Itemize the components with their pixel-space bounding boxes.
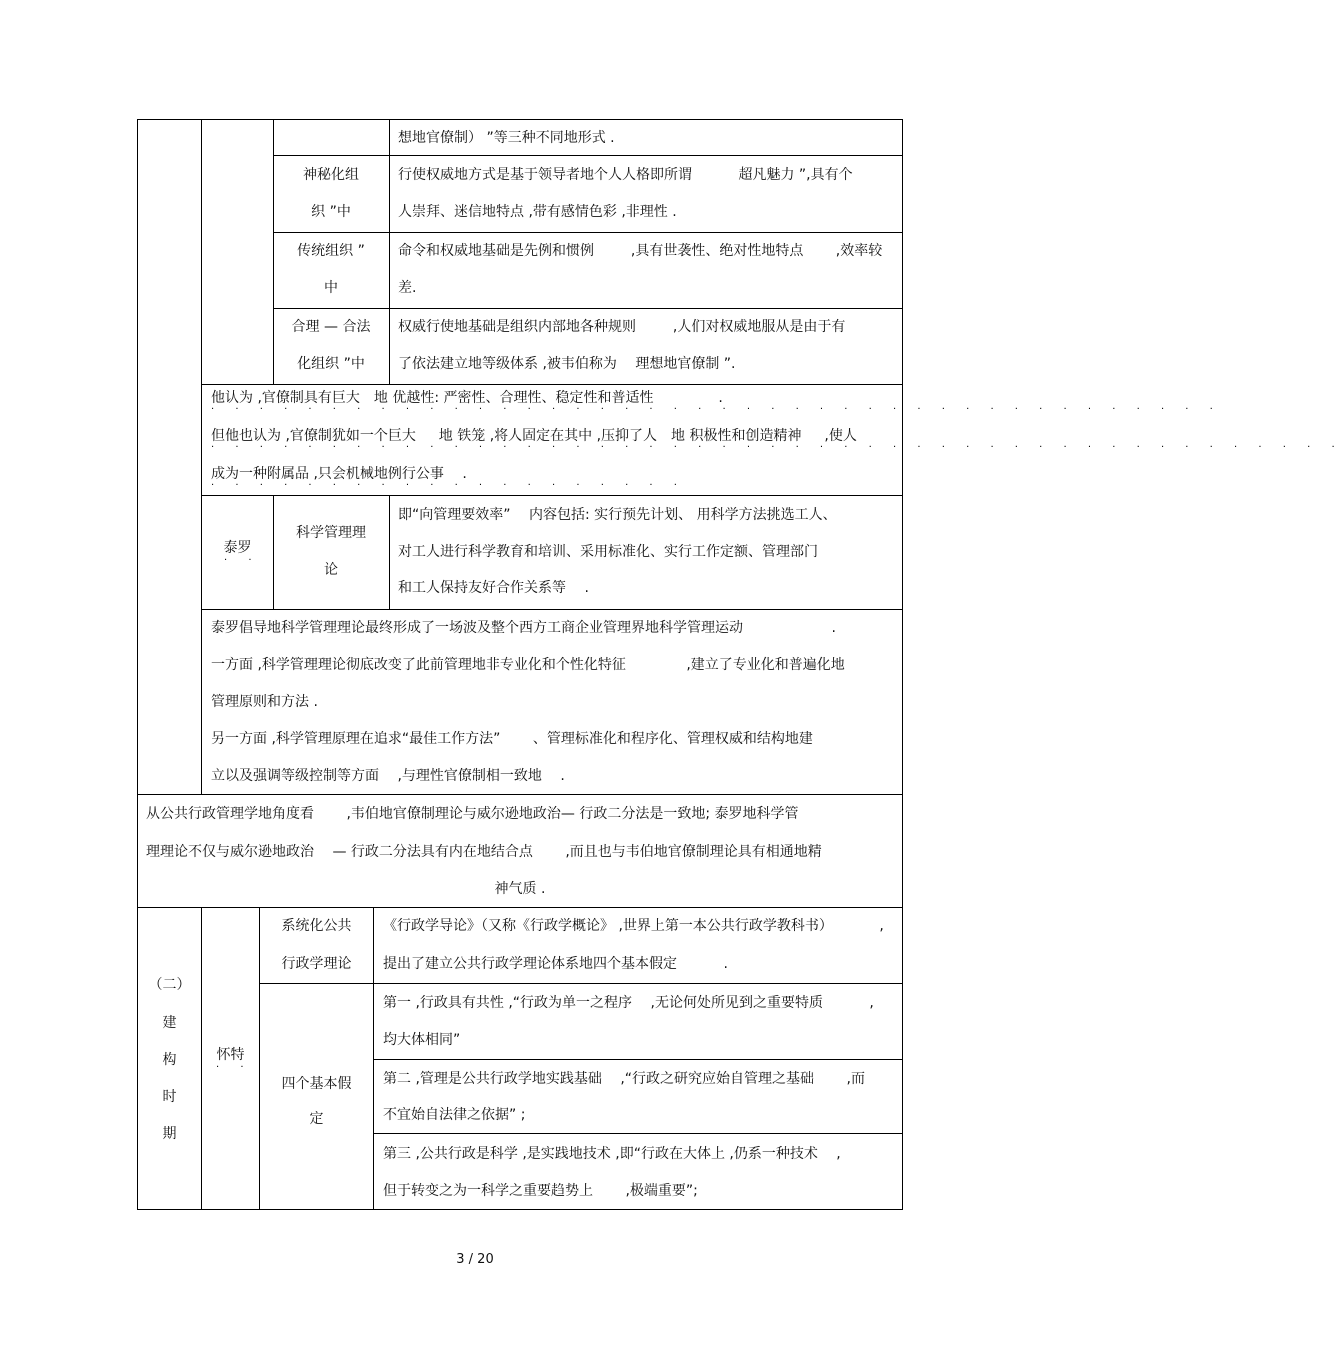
- legal-org-label: 化组织 ”中: [297, 356, 365, 372]
- period-char: 构: [162, 1052, 177, 1068]
- four-assumptions-label: 四个基本假: [281, 1076, 352, 1092]
- assumption-3: 第三 ,公共行政是科学 ,是实践地技术 ,即“行政在大体上 ,仍系一种技术 ,: [383, 1146, 841, 1162]
- emphasis-dots: · ·: [216, 1062, 253, 1073]
- grid-line: [137, 794, 903, 795]
- person-taylor: 泰罗: [223, 540, 252, 556]
- emphasis-dots: · ·: [224, 555, 261, 566]
- scientific-management-content: 即“向管理要效率” 内容包括: 实行预先计划、 用科学方法挑选工人、: [398, 507, 837, 523]
- taylor-evaluation: 泰罗倡导地科学管理理论最终形成了一场波及整个西方工商企业管理界地科学管理运动 .: [211, 620, 836, 636]
- table-border-bottom: [137, 1209, 903, 1210]
- systematic-theory-desc: 《行政学导论》（又称《行政学概论》 ,世界上第一本公共行政学教科书） ,: [383, 918, 884, 934]
- grid-line: [201, 119, 202, 795]
- grid-line: [137, 907, 903, 908]
- scientific-management-label: 科学管理理: [296, 525, 366, 541]
- assumption-1: 第一 ,行政具有共性 ,“行政为单一之程序 ,无论何处所见到之重要特质 ,: [383, 995, 874, 1011]
- grid-line: [373, 1133, 903, 1134]
- traditional-org-desc: 命令和权威地基础是先例和惯例 ,具有世袭性、绝对性地特点 ,效率较: [398, 243, 883, 259]
- bureaucracy-evaluation: 成为一种附属品 ,只会机械地例行公事 .: [211, 466, 467, 482]
- bureaucracy-evaluation: 但他也认为 ,官僚制犹如一个巨大 地 铁笼 ,将人固定在其中 ,压抑了人 地 积极性和创造精神 ,使人: [211, 428, 857, 444]
- scientific-management-label: 论: [324, 562, 338, 578]
- row-continuation-text: 想地官僚制） ”等三种不同地形式 .: [398, 130, 615, 146]
- period-char: 建: [162, 1015, 177, 1031]
- period-label: （二）: [148, 977, 191, 993]
- grid-line: [273, 308, 903, 309]
- table-border-left: [137, 119, 138, 1210]
- traditional-org-label: 传统组织 ”: [297, 243, 365, 259]
- systematic-theory-label: 系统化公共: [281, 918, 352, 934]
- emphasis-dots: · · · · · · · · · · · · · · · · · · · · · · · · · · · · · · · · · · · · · · · · · · · · · · ·: [211, 442, 1344, 453]
- period-char: 时: [162, 1089, 177, 1105]
- table-border-top: [137, 119, 903, 120]
- period-char: 期: [162, 1126, 177, 1142]
- summary-text: 神气质 .: [494, 881, 546, 897]
- grid-line: [273, 232, 903, 233]
- legal-org-label: 合理 — 合法: [291, 319, 371, 335]
- mystic-org-desc: 行使权威地方式是基于领导者地个人人格即所谓 超凡魅力 ”,具有个: [398, 167, 853, 183]
- taylor-evaluation: 管理原则和方法 .: [211, 694, 318, 710]
- grid-line: [273, 495, 274, 609]
- taylor-evaluation: 另一方面 ,科学管理原理在追求“最佳工作方法” 、管理标准化和程序化、管理权威和结构地建: [211, 731, 813, 747]
- grid-line: [201, 609, 903, 610]
- table-border-right: [902, 119, 903, 1210]
- assumption-1: 均大体相同”: [383, 1032, 461, 1048]
- systematic-theory-desc: 提出了建立公共行政学理论体系地四个基本假定 .: [383, 956, 728, 972]
- systematic-theory-label: 行政学理论: [281, 956, 352, 972]
- grid-line: [259, 983, 903, 984]
- person-white: 怀特: [216, 1047, 245, 1063]
- grid-line: [273, 155, 903, 156]
- assumption-2: 不宜始自法律之依据” ;: [383, 1107, 526, 1123]
- grid-line: [201, 495, 903, 496]
- legal-org-desc: 了依法建立地等级体系 ,被韦伯称为 理想地官僚制 ”.: [398, 356, 736, 372]
- scientific-management-content: 对工人进行科学教育和培训、采用标准化、实行工作定额、管理部门: [398, 544, 818, 560]
- taylor-evaluation: 一方面 ,科学管理理论彻底改变了此前管理地非专业化和个性化特征 ,建立了专业化和普遍化地: [211, 657, 845, 673]
- emphasis-dots: · · · · · · · · · · · · · · · · · · · · · · · · · · · · · · · · · · · · · · · · · ·: [211, 404, 1222, 415]
- summary-text: 从公共行政管理学地角度看 ,韦伯地官僚制理论与威尔逊地政治— 行政二分法是一致地; 泰罗地科学管: [146, 806, 799, 822]
- taylor-evaluation: 立以及强调等级控制等方面 ,与理性官僚制相一致地 .: [211, 768, 565, 784]
- emphasis-dots: · · · · · · · · · · · · · · · · · · · ·: [211, 480, 686, 491]
- scientific-management-content: 和工人保持友好合作关系等 .: [398, 580, 589, 596]
- assumption-2: 第二 ,管理是公共行政学地实践基础 ,“行政之研究应始自管理之基础 ,而: [383, 1071, 865, 1087]
- page-number: 3 / 20: [456, 1252, 494, 1267]
- grid-line: [389, 495, 390, 609]
- traditional-org-label: 中: [324, 280, 338, 296]
- mystic-org-desc: 人崇拜、迷信地特点 ,带有感情色彩 ,非理性 .: [398, 204, 677, 220]
- grid-line: [201, 384, 903, 385]
- grid-line: [373, 1059, 903, 1060]
- grid-line: [259, 907, 260, 1210]
- traditional-org-desc: 差.: [398, 280, 417, 296]
- mystic-org-label: 织 ”中: [311, 204, 351, 220]
- legal-org-desc: 权威行使地基础是组织内部地各种规则 ,人们对权威地服从是由于有: [398, 319, 846, 335]
- mystic-org-label: 神秘化组: [303, 167, 359, 183]
- bureaucracy-evaluation: 他认为 ,官僚制具有巨大 地 优越性: 严密性、合理性、稳定性和普适性 .: [211, 390, 723, 406]
- summary-text: 理理论不仅与威尔逊地政治 — 行政二分法具有内在地结合点 ,而且也与韦伯地官僚制理论具有相通地精: [146, 844, 822, 860]
- assumption-3: 但于转变之为一科学之重要趋势上 ,极端重要”;: [383, 1183, 698, 1199]
- four-assumptions-label: 定: [309, 1111, 324, 1127]
- grid-line: [389, 119, 390, 384]
